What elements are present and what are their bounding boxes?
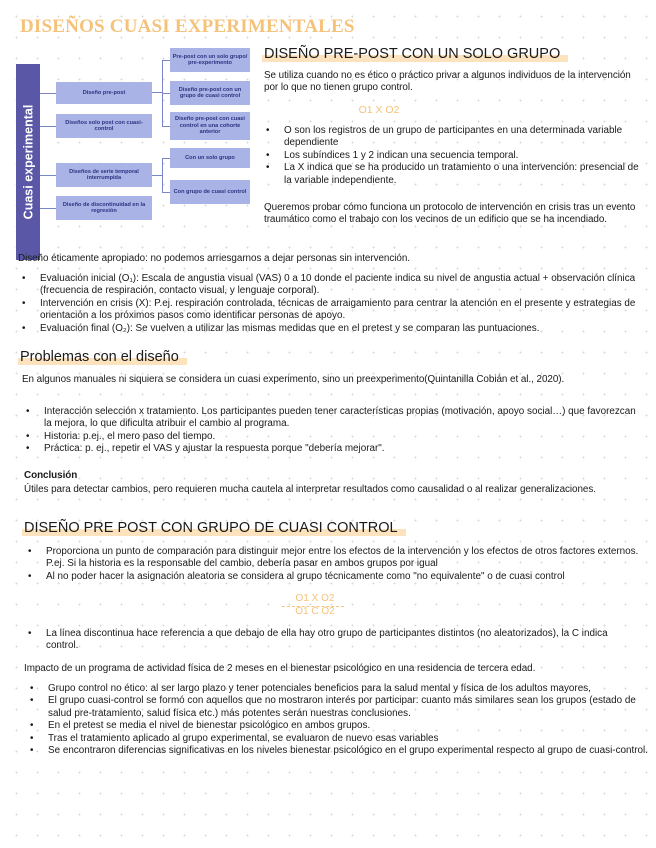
formula-o1-x-o2: O1 X O2	[358, 104, 400, 116]
connector	[40, 93, 56, 94]
connector	[40, 208, 56, 209]
list-item: • Al no poder hacer la asignación aleatoria se considera al grupo técnicamente como "no equivalente" o de cuasi control	[24, 571, 640, 583]
diagram-box: Diseño pre-post	[56, 82, 152, 104]
quasi-experimental-diagram	[14, 46, 250, 234]
connector	[162, 126, 170, 127]
impact-example: Impacto de un programa de actividad física de 2 meses en el bienestar psicológico en una residencia de tercera edad.	[24, 663, 536, 674]
list-item: • Práctica: p. ej., repetir el VAS y ajustar la respuesta porque "debería mejorar".	[22, 443, 638, 455]
list-item: • Evaluación inicial (O₁): Escala de angustia visual (VAS) 0 a 10 donde el paciente indica su nivel de angustia actual + observación clínica (frecuencia de respiración, contacto visual, y lenguaje corporal).	[18, 273, 640, 298]
conclusion-text: Útiles para detectar cambios, pero requieren mucha cautela al interpretar resultados como causalidad o al realizar generalizaciones.	[24, 484, 596, 495]
list-item: • Se encontraron diferencias significativas en los niveles bienestar psicológico en el grupo experimental respecto al grupo de cuasi-control.	[26, 745, 650, 757]
section2-line-bullet	[24, 628, 638, 653]
ethics-note: Diseño éticamente apropiado: no podemos arriesgarnos a dejar personas sin intervención.	[18, 253, 410, 264]
connector	[152, 175, 162, 176]
impact-bullets	[26, 683, 650, 757]
list-item: • La línea discontinua hace referencia a que debajo de ella hay otro grupo de participantes distintos (no aleatorizados), la C indica control.	[24, 628, 638, 653]
main-title: DISEÑOS CUASI EXPERIMENTALES	[20, 16, 355, 37]
connector	[162, 93, 170, 94]
connector	[162, 158, 163, 192]
list-item: • O son los registros de un grupo de participantes en una determinada variable dependiente	[262, 125, 648, 150]
list-item: • El grupo cuasi-control se formó con aquellos que no mostraron interés por participar: cuanto más similares sean los grupos (estado de salud pre-tratamiento, salud física etc.) más potentes serán nuestras conclusiones.	[26, 695, 650, 720]
connector	[40, 175, 56, 176]
problems-bullets	[22, 406, 638, 456]
conclusion-label: Conclusión	[24, 470, 78, 481]
section1-example: Queremos probar cómo funciona un protocolo de intervención en crisis tras un evento traumático como el trabajo con los vecinos de un edificio que se ha incendiado.	[264, 202, 636, 226]
evaluation-bullets	[18, 273, 640, 335]
connector	[162, 60, 170, 61]
section-title-pre-post: DISEÑO PRE-POST CON UN SOLO GRUPO	[262, 46, 568, 62]
connector	[162, 158, 170, 159]
formula-control: O1 C O2	[295, 606, 335, 617]
section-title-quasi-control: DISEÑO PRE POST CON GRUPO DE CUASI CONTROL	[22, 520, 406, 536]
list-item: • Evaluación final (O₂): Se vuelven a utilizar las mismas medidas que en el pretest y se comparan las puntuaciones.	[18, 323, 640, 335]
section1-bullets	[262, 125, 648, 187]
list-item: • La X indica que se ha producido un tratamiento o una intervención: presencial de la variable independiente.	[262, 162, 648, 187]
diagram-box: Diseño pre-post con cuasi control en una cohorte anterior	[170, 112, 250, 140]
list-item: • Grupo control no ético: al ser largo plazo y tener potenciales beneficios para la salud mental y física de los adultos mayores,	[26, 683, 650, 695]
connector	[40, 126, 56, 127]
formula-experimental: O1 X O2	[295, 593, 335, 604]
diagram-side-label: Cuasi experimental	[16, 64, 40, 260]
list-item: • Tras el tratamiento aplicado al grupo experimental, se evaluaron de nuevo esas variables	[26, 733, 650, 745]
diagram-box: Con grupo de cuasi control	[170, 180, 250, 204]
diagram-box: Diseños de serie temporal interrumpida	[56, 163, 152, 187]
list-item: • En el pretest se media el nivel de bienestar psicológico en ambos grupos.	[26, 720, 650, 732]
section1-intro: Se utiliza cuando no es ético o práctico privar a algunos individuos de la intervención por lo que no tienen grupo control.	[264, 70, 631, 94]
connector	[162, 192, 170, 193]
diagram-box: Pre-post con un solo grupo/ pre-experimento	[170, 48, 250, 72]
diagram-box: Con un solo grupo	[170, 148, 250, 168]
list-item: • Los subíndices 1 y 2 indican una secuencia temporal.	[262, 150, 648, 162]
section2-bullets	[24, 546, 640, 583]
problems-intro: En algunos manuales ni siquiera se considera un cuasi experimento, sino un preexperimento(Quintanilla Cobián et al., 2020).	[22, 374, 565, 385]
section-title-problems: Problemas con el diseño	[18, 349, 187, 365]
diagram-box: Diseños solo post con cuasi-control	[56, 114, 152, 138]
list-item: • Proporciona un punto de comparación para distinguir mejor entre los efectos de la intervención y los efectos de otros factores externos. P.ej. Si la historia es la responsable del cambio, debería pasar en ambos grupos por igual	[24, 546, 640, 571]
diagram-box: Diseño de discontinuidad en la regresión	[56, 196, 152, 220]
connector	[152, 92, 162, 93]
diagram-box: Diseño pre-post con un grupo de cuasi control	[170, 81, 250, 105]
list-item: • Historia: p.ej., el mero paso del tiempo.	[22, 431, 638, 443]
list-item: • Interacción selección x tratamiento. Los participantes pueden tener características propias (motivación, apoyo social…) que favorezcan la mejora, lo que dificulta atribuir el cambio al programa.	[22, 406, 638, 431]
list-item: • Intervención en crisis (X): P.ej. respiración controlada, técnicas de arraigamiento para centrar la atención en el presente y estrategias de orientación a los próximos pasos como identificar personas de apoyo.	[18, 298, 640, 323]
